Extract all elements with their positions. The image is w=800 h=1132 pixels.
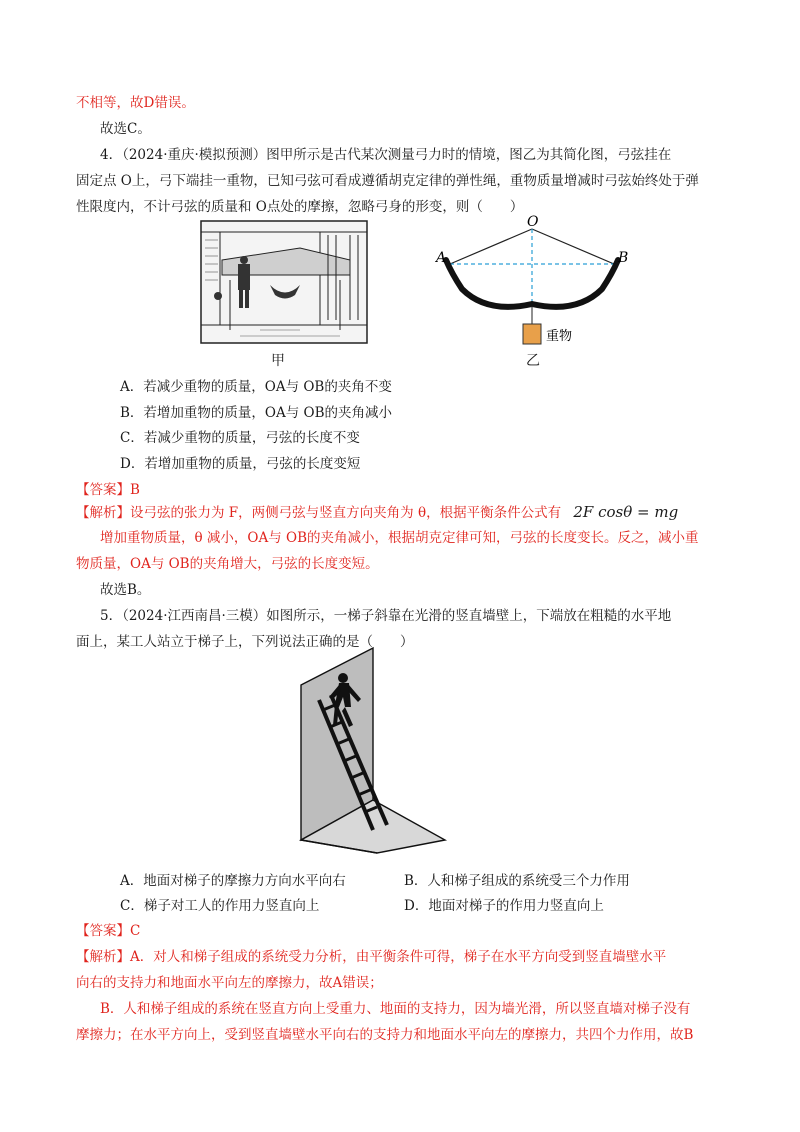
- weight-block: [523, 324, 541, 344]
- q4-option-a: A．若减少重物的质量，OA与 OB的夹角不变: [120, 379, 392, 395]
- q5-analysis-line3: B．人和梯子组成的系统在竖直方向上受重力、地面的支持力，因为墙光滑，所以竖直墙对梯子没有: [100, 1001, 691, 1017]
- string-OB: [532, 229, 614, 264]
- q5-option-a: A．地面对梯子的摩擦力方向水平向右: [120, 873, 346, 889]
- prev-analysis-end: 不相等，故D错误。: [76, 95, 195, 111]
- answer-tag: 【答案】: [76, 923, 130, 939]
- analysis-tag: 【解析】: [76, 949, 130, 965]
- q5-stem-line2: 面上，某工人站立于梯子上，下列说法正确的是（ ）: [76, 634, 414, 650]
- answer-value: B: [130, 482, 140, 498]
- q4-answer: [76, 480, 140, 500]
- q5-option-b: B．人和梯子组成的系统受三个力作用: [404, 873, 630, 889]
- string-OA: [450, 229, 532, 264]
- answer-tag: 【答案】: [76, 482, 130, 498]
- figure-ladder: [295, 645, 455, 855]
- q4-analysis-line2: 增加重物质量，θ 减小，OA与 OB的夹角减小，根据胡克定律可知，弓弦的长度变长。反之，减小重: [100, 530, 699, 546]
- point-B-label: B: [618, 250, 629, 266]
- q4-stem-line2: 固定点 O上，弓下端挂一重物，已知弓弦可看成遵循胡克定律的弹性绳，重物质量增减时弓弦始终处于弹: [76, 173, 699, 189]
- figure-yi-label: 乙: [526, 353, 540, 369]
- equation: 2F cosθ = mg: [573, 503, 679, 521]
- q5-option-c: C．梯子对工人的作用力竖直向上: [120, 898, 320, 914]
- weight-label: 重物: [546, 329, 573, 344]
- q5-option-d: D．地面对梯子的作用力竖直向上: [404, 898, 604, 914]
- q5-stem-line1: 5．（2024·江西南昌·三模）如图所示，一梯子斜靠在光滑的竖直墙壁上，下端放在粗糙的水平地: [100, 608, 672, 624]
- q5-answer: [76, 921, 140, 941]
- q4-option-c: C．若减少重物的质量，弓弦的长度不变: [120, 430, 360, 446]
- analysis-tag: 【解析】: [76, 505, 130, 521]
- q4-stem-line3: 性限度内，不计弓弦的质量和 O点处的摩擦，忽略弓身的形变，则（ ）: [76, 199, 524, 215]
- q4-analysis-line1: 【解析】设弓弦的张力为 F，两侧弓弦与竖直方向夹角为 θ，根据平衡条件公式有 2F cosθ = mg: [76, 503, 679, 521]
- answer-value: C: [130, 923, 141, 939]
- point-O-label: O: [527, 214, 539, 230]
- q4-choose: 故选B。: [100, 582, 151, 598]
- prev-choose: 故选C。: [100, 121, 151, 137]
- q5-analysis-line1: 【解析】A．对人和梯子组成的系统受力分析，由平衡条件可得，梯子在水平方向受到竖直墙壁水平: [76, 949, 667, 965]
- q4-option-d: D．若增加重物的质量，弓弦的长度变短: [120, 456, 361, 472]
- q5-analysis-line2: 向右的支持力和地面水平向左的摩擦力，故A错误；: [76, 975, 383, 991]
- q4-option-b: B．若增加重物的质量，OA与 OB的夹角减小: [120, 405, 393, 421]
- point-A-label: A: [436, 250, 447, 266]
- figure-jia: [200, 220, 368, 344]
- figure-jia-label: 甲: [271, 353, 285, 369]
- q5-analysis-line4: 摩擦力；在水平方向上，受到竖直墙壁水平向右的支持力和地面水平向左的摩擦力，共四个力作用，故B: [76, 1027, 694, 1043]
- q4-analysis-line3: 物质量，OA与 OB的夹角增大，弓弦的长度变短。: [76, 556, 379, 572]
- q4-stem-line1: 4．（2024·重庆·模拟预测）图甲所示是古代某次测量弓力时的情境，图乙为其简化图，弓弦挂在: [100, 147, 672, 163]
